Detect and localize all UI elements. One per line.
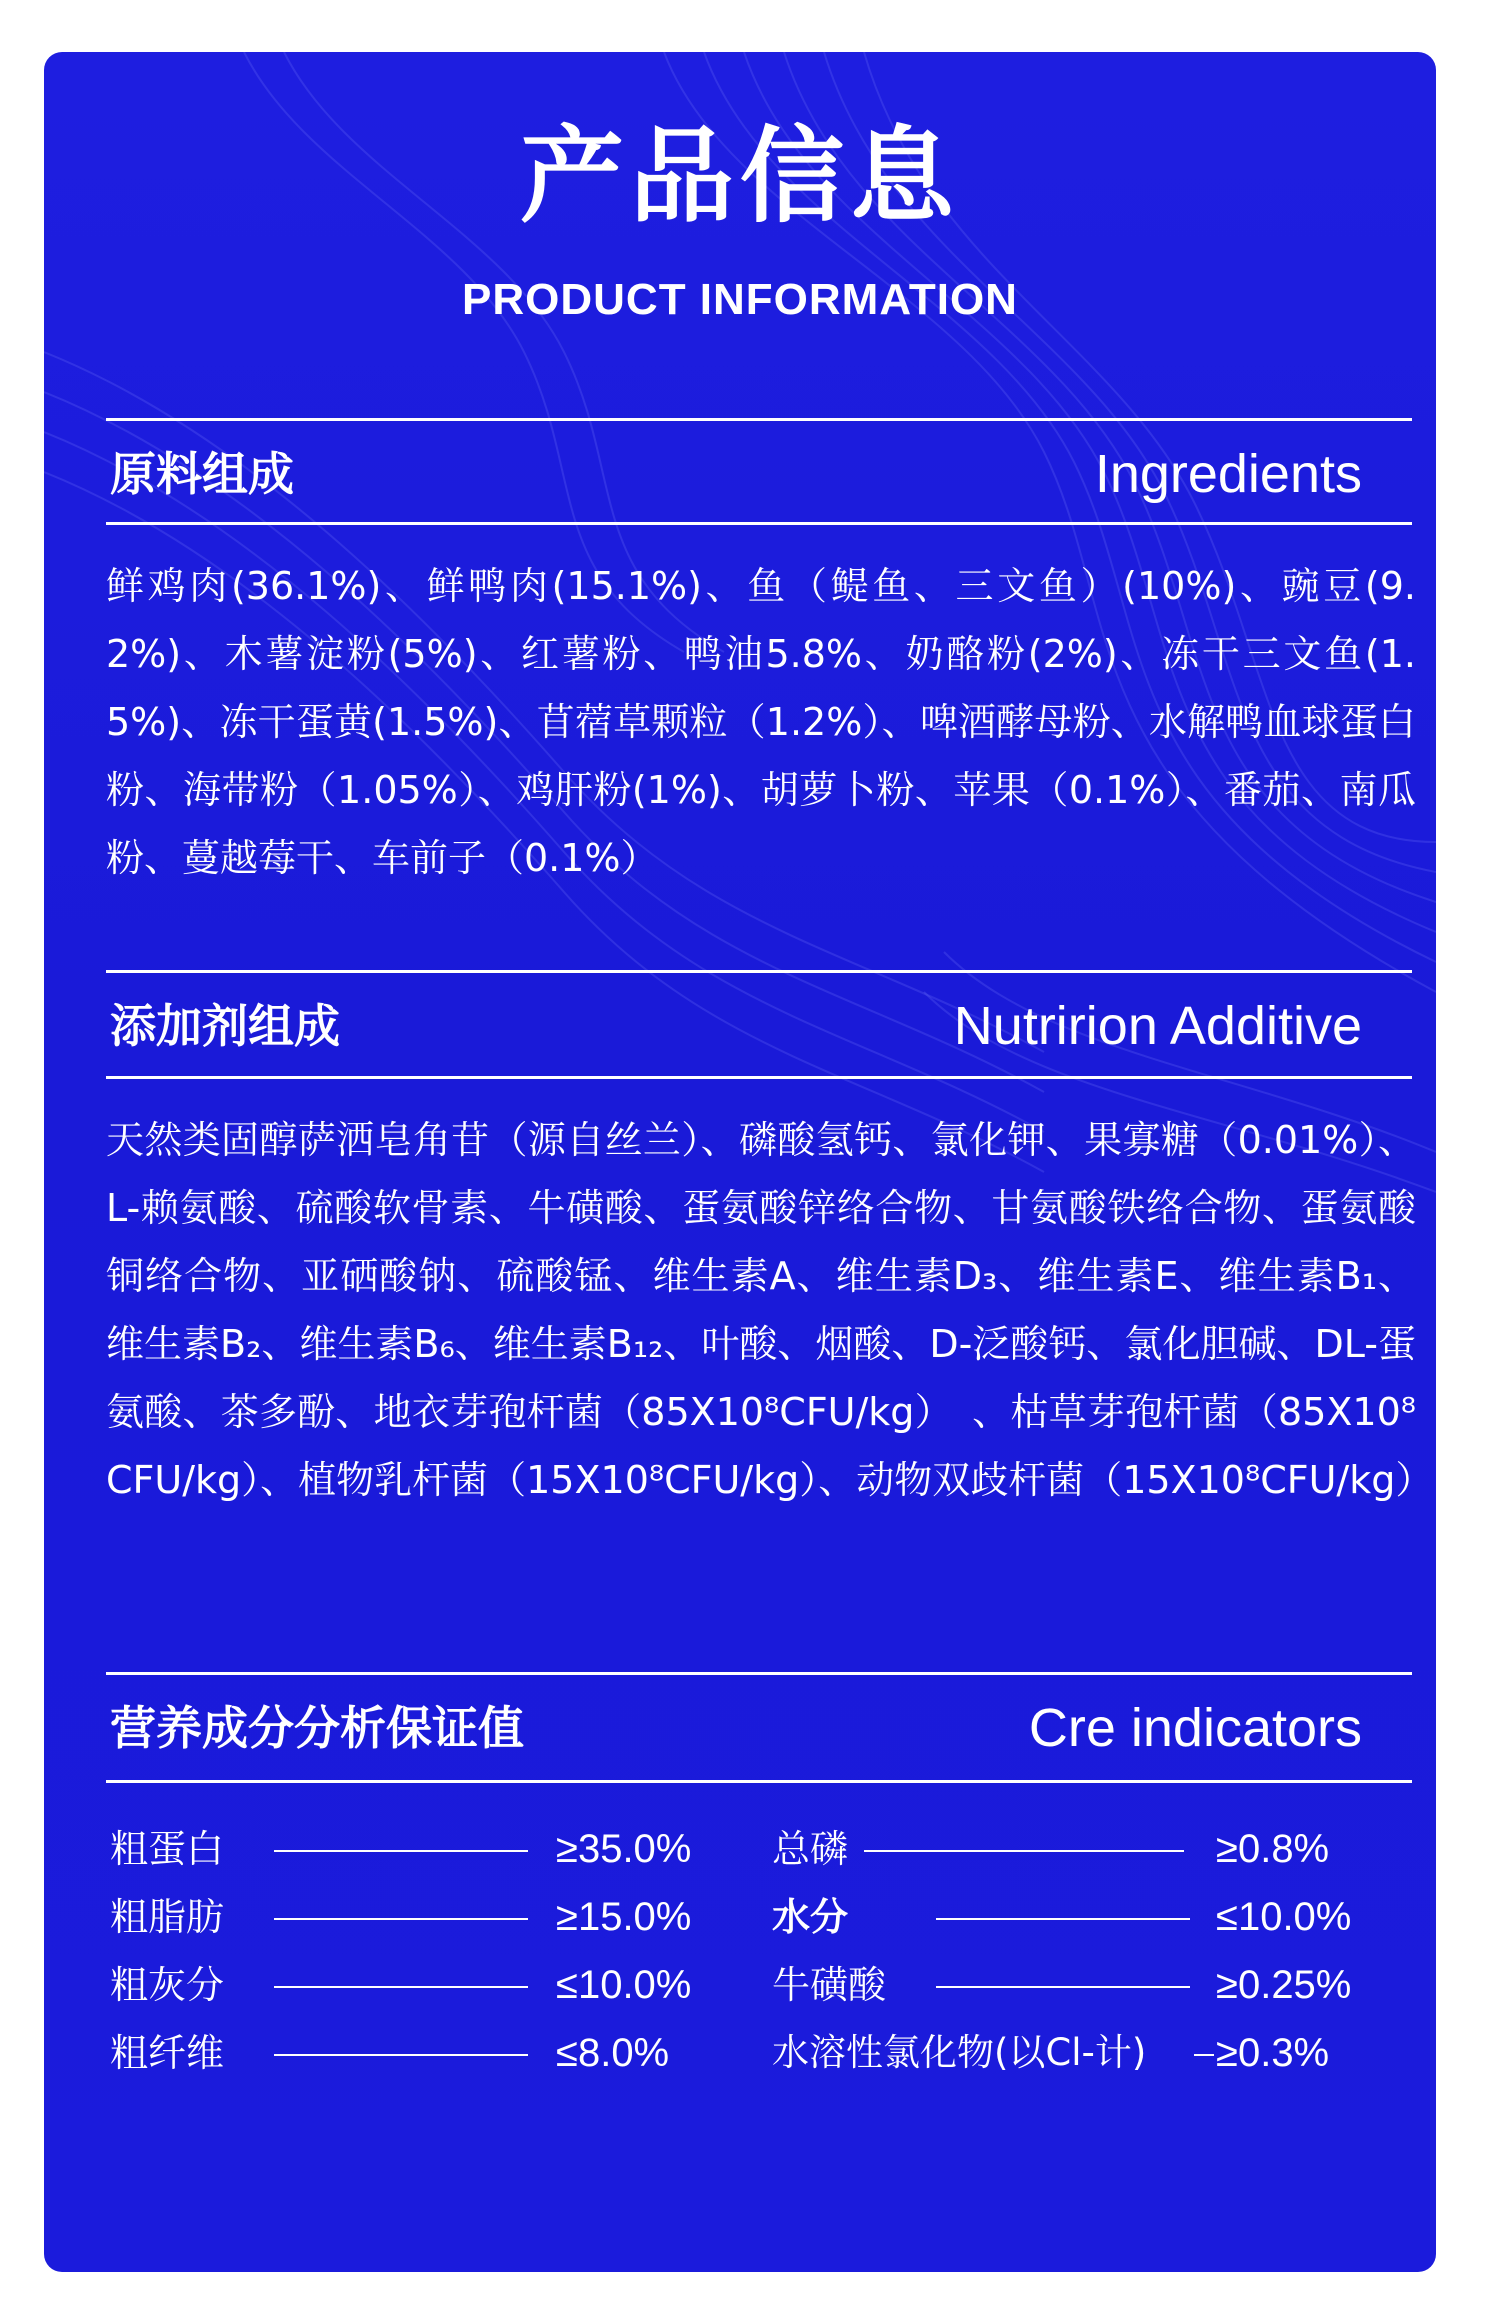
nutrition-heading-en: Cre indicators — [1028, 1698, 1362, 1758]
leader-line — [1194, 2054, 1214, 2056]
nutrient-value-crude-ash: ≤10.0% — [556, 1963, 692, 2007]
nutrient-label-crude-ash: 粗灰分 — [110, 1963, 225, 2007]
divider — [106, 1780, 1412, 1783]
nutrient-label-crude-protein: 粗蛋白 — [110, 1827, 225, 1871]
divider — [106, 1672, 1412, 1675]
ingredients-heading: 原料组成 — [110, 447, 294, 501]
nutrition-heading: 营养成分分析保证值 — [110, 1701, 524, 1755]
nutrient-value-crude-fat: ≥15.0% — [556, 1895, 692, 1939]
leader-line — [274, 2054, 528, 2056]
leader-line — [274, 1986, 528, 1988]
additives-text: 天然类固醇萨洒皂角苷（源自丝兰）、磷酸氢钙、氯化钾、果寡糖（0.01%）、L-赖氨酸、硫酸软骨素、牛磺酸、蛋氨酸锌络合物、甘氨酸铁络合物、蛋氨酸铜络合物、亚硒酸钠、硫酸锰、维生素A、维生素D₃、维生素E、维生素B₁、维生素B₂、维生素B₆、维生素B₁₂、叶酸、烟酸、D-泛酸钙、氯化胆碱、DL-蛋氨酸、茶多酚、地衣芽孢杆菌（85X10⁸CFU/kg） 、枯草芽孢杆菌（85X10⁸CFU/kg）、植物乳杆菌（15X10⁸CFU/kg）、动物双歧杆菌（15X10⁸CFU/kg） — [106, 1118, 1434, 1502]
leader-line — [274, 1850, 528, 1852]
divider — [106, 418, 1412, 421]
leader-line — [864, 1850, 1184, 1852]
leader-line — [936, 1986, 1190, 1988]
nutrient-label-moisture: 水分 — [772, 1895, 849, 1939]
page-subtitle: PRODUCT INFORMATION — [462, 275, 1018, 324]
divider — [106, 1076, 1412, 1079]
nutrient-label-water-soluble-chloride: 水溶性氯化物(以Cl-计) — [772, 2031, 1147, 2074]
additives-heading-en: Nutririon Additive — [953, 996, 1362, 1056]
nutrient-value-crude-fiber: ≤8.0% — [556, 2031, 670, 2075]
leader-line — [936, 1918, 1190, 1920]
nutrient-label-taurine: 牛磺酸 — [772, 1963, 887, 2007]
leader-line — [274, 1918, 528, 1920]
nutrient-value-water-soluble-chloride: ≥0.3% — [1216, 2031, 1330, 2075]
additives-heading: 添加剂组成 — [110, 999, 340, 1053]
divider — [106, 522, 1412, 525]
nutrient-label-total-phosphorus: 总磷 — [772, 1827, 849, 1871]
divider — [106, 970, 1412, 973]
nutrient-value-total-phosphorus: ≥0.8% — [1216, 1827, 1330, 1871]
ingredients-heading-en: Ingredients — [1094, 444, 1362, 504]
nutrient-value-moisture: ≤10.0% — [1216, 1895, 1352, 1939]
nutrient-value-taurine: ≥0.25% — [1216, 1963, 1352, 2007]
nutrient-label-crude-fiber: 粗纤维 — [110, 2031, 225, 2075]
nutrient-value-crude-protein: ≥35.0% — [556, 1827, 692, 1871]
product-info-panel — [44, 52, 1436, 2272]
nutrient-label-crude-fat: 粗脂肪 — [110, 1895, 225, 1939]
page-title: 产品信息 — [519, 115, 960, 237]
ingredients-text: 鲜鸡肉(36.1%)、鲜鸭肉(15.1%)、鱼（鳀鱼、三文鱼）(10%)、豌豆(9.2%)、木薯淀粉(5%)、红薯粉、鸭油5.8%、奶酪粉(2%)、冻干三文鱼(1.5%)、冻干蛋黄(1.5%)、苜蓿草颗粒（1.2%）、啤酒酵母粉、水解鸭血球蛋白粉、海带粉（1.05%）、鸡肝粉(1%)、胡萝卜粉、苹果（0.1%）、番茄、南瓜粉、蔓越莓干、车前子（0.1%） — [106, 564, 1416, 880]
